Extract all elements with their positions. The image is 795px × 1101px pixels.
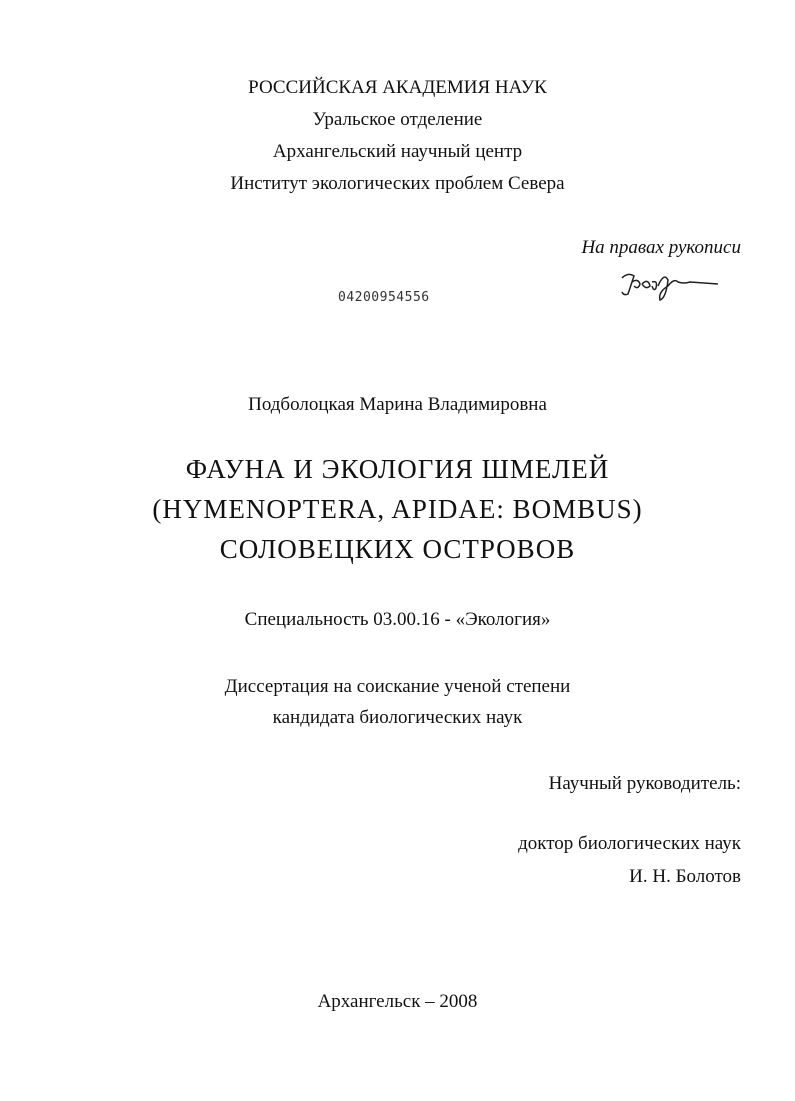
dissertation-line-1: Диссертация на соискание ученой степени xyxy=(224,676,571,697)
title-line-2: (HYMENOPTERA, APIDAE: BOMBUS) xyxy=(152,494,643,524)
branch-name: Уральское отделение xyxy=(312,109,483,130)
institute-name: Институт экологических проблем Севера xyxy=(230,173,565,194)
supervisor-label: Научный руководитель: xyxy=(548,773,741,794)
supervisor-degree: доктор биологических наук xyxy=(518,833,741,854)
dissertation-line-2: кандидата биологических наук xyxy=(272,707,523,728)
rights-note: На правах рукописи xyxy=(581,237,741,258)
center-name: Архангельский научный центр xyxy=(272,141,523,162)
place-year: Архангельск – 2008 xyxy=(317,991,478,1012)
specialty: Специальность 03.00.16 - «Экология» xyxy=(244,609,551,630)
title-line-3: СОЛОВЕЦКИХ ОСТРОВОВ xyxy=(219,534,576,564)
supervisor-name: И. Н. Болотов xyxy=(629,866,741,887)
academy-name: РОССИЙСКАЯ АКАДЕМИЯ НАУК xyxy=(248,77,547,98)
author-name: Подболоцкая Марина Владимировна xyxy=(248,394,547,415)
signature xyxy=(618,268,728,304)
stamp-number: 04200954556 xyxy=(338,290,430,305)
title-line-1: ФАУНА И ЭКОЛОГИЯ ШМЕЛЕЙ xyxy=(185,454,610,484)
